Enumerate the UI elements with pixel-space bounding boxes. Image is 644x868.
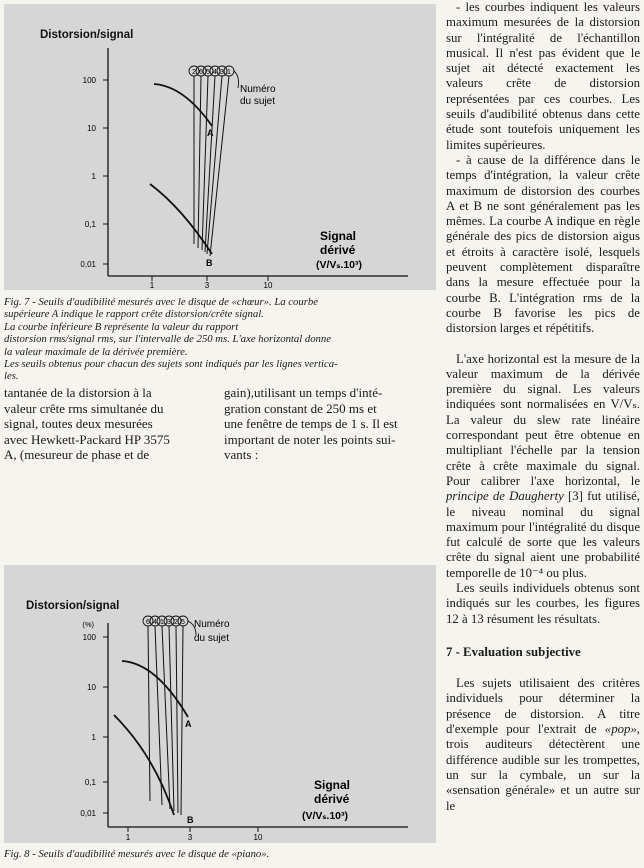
x-axis-title: Signal: [320, 229, 357, 243]
paragraph: Les sujets utilisaient des critères individuels pour déterminer la présence de distorsion. A titre d'exemple pour l'extrait de «pop», trois auditeurs détectèrent une différence audible sur les trompettes, un sur la cymbale, un sur la «sensation générale» et un autre sur le: [446, 676, 640, 813]
x-tick-label: 3: [187, 833, 193, 842]
paragraph: L'axe horizontal est la mesure de la valeur maximum de la dérivée première du signal. Les valeurs indiquées sont normalisées en V/Vₛ. La valeur du slew rate linéaire correspondant peut être obtenue en multipliant l'échelle par la tension crête à crête maximale du signal. Pour calibrer l'axe horizontal, le principe de Daugherty [3] fut utilisé, le niveau nominal du signal maximum pour l'intégralité du disque fut calculé de sorte que les valeurs crête du signal aient une probabilité temporelle de 10⁻⁴ ou plus.: [446, 351, 640, 580]
subject-label: du sujet: [194, 633, 230, 644]
y-tick-label: 0,1: [84, 778, 96, 787]
caption-line: Fig. 7 - Seuils d'audibilité mesurés avec le disque de «chœur». La courbe: [4, 296, 318, 308]
text-line: une fenêtre de temps de 1 s. Il est: [224, 416, 398, 432]
figure-7-chart: [4, 4, 436, 290]
curve-a: [122, 661, 188, 717]
subject-line: [181, 626, 183, 815]
subject-line: [169, 626, 174, 811]
y-tick-label: 0,01: [80, 260, 96, 269]
paragraph: Les seuils individuels obtenus sont indiqués sur les courbes, les figures 12 à 13 résument les résultats.: [446, 580, 640, 626]
x-tick-label: 1: [125, 833, 131, 842]
subject-number: 1: [227, 69, 231, 76]
y-axis-title: Distorsion/signal: [26, 600, 120, 612]
curve-a: [154, 84, 212, 126]
y-tick-label: 100: [82, 633, 96, 642]
caption-line: supérieure A indique le rapport crête distorsion/crête signal.: [4, 308, 264, 321]
y-tick-label: 0,1: [84, 220, 96, 229]
subject-number: 2: [192, 69, 196, 76]
subject-number: 4: [153, 619, 157, 626]
caption-line: Les seuils obtenus pour chacun des sujets sont indiqués par les lignes vertica-: [4, 358, 338, 371]
y-tick-label: 1: [91, 733, 96, 742]
subject-number: 1: [160, 619, 164, 626]
x-axis-title: dérivé: [320, 243, 356, 257]
subject-number: 5: [206, 69, 210, 76]
figure-7: [4, 4, 436, 290]
caption-line: les.: [4, 370, 19, 383]
y-tick-label: 0,01: [80, 809, 96, 818]
subject-number: 3: [167, 619, 171, 626]
subject-number: 3: [220, 69, 224, 76]
text-line: vants :: [224, 447, 259, 463]
subject-number: 5: [181, 619, 185, 626]
text-line: gration constant de 250 ms et: [224, 400, 377, 416]
figure-8-chart: [4, 565, 436, 843]
y-tick-label: 10: [87, 683, 96, 692]
text-line: important de noter les points sui-: [224, 431, 396, 447]
subject-number: 6: [199, 69, 203, 76]
subject-line: [176, 626, 178, 813]
subject-line: [162, 626, 170, 809]
subject-label: du sujet: [240, 96, 276, 107]
x-axis-units: (V/Vₛ.10³): [302, 810, 349, 822]
curve-b: [114, 715, 174, 815]
text-line: gain),utilisant un temps d'inté-: [224, 385, 383, 400]
subject-number: 2: [174, 619, 178, 626]
caption-line: la valeur maximale de la dérivée première.: [4, 345, 188, 358]
x-tick-label: 10: [253, 833, 263, 842]
curve-a-label: A: [185, 719, 192, 729]
y-axis-unit: (%): [82, 620, 94, 629]
body-text-column-1: [4, 385, 214, 463]
paragraph: - les courbes indiquent les valeurs maximum mesurées de la distorsion sur l'intégralité de l'échantillon musical. Il n'est pas évident que le sujet ait détecté exactement les valeurs crête de distorsion représentées par ces courbes. Les seuils d'audibilité obtenus dans cette étude sont toutefois uniquement les limites supérieures.: [446, 0, 640, 152]
subject-label-leader: [234, 71, 239, 88]
subject-line: [198, 76, 201, 248]
section-title: 7 - Evaluation subjective: [446, 644, 581, 659]
figure-7-caption: [4, 296, 438, 383]
x-axis-units: (V/Vₛ.10³): [316, 259, 363, 271]
paragraph: - à cause de la différence dans le temps d'intégration, la valeur crête maximum de distorsion des courbes A et B ne sont généralement pas les mêmes. La courbe A indique en règle générale des pics de distorsion aigus et étroits à caractère isolé, lesquels peuvent complètement disparaître dans la mesure effectuée pour la courbe B. L'intégration rms de la courbe B favorise les pics de distorsion larges et répétitifs.: [446, 152, 640, 336]
body-text-column-2: [224, 385, 436, 463]
text-line: tantanée de la distorsion à la: [4, 385, 152, 400]
text-line: signal, toutes deux mesurées: [4, 416, 153, 432]
x-tick-label: 1: [149, 281, 155, 290]
x-tick-label: 3: [204, 281, 210, 290]
subject-label: Numéro: [194, 619, 230, 630]
curve-a-label: A: [207, 128, 214, 138]
text-line: valeur crête rms simultanée du: [4, 400, 164, 416]
curve-b-label: B: [187, 815, 194, 825]
subject-number: 4: [213, 69, 217, 76]
x-tick-label: 10: [263, 281, 273, 290]
x-axis-title: Signal: [314, 778, 351, 792]
subject-label: Numéro: [240, 84, 276, 95]
y-axis-title: Distorsion/signal: [40, 29, 134, 41]
y-tick-label: 10: [87, 124, 96, 133]
x-axis-title: dérivé: [314, 792, 350, 806]
y-tick-label: 100: [82, 76, 96, 85]
right-text-column: [446, 0, 640, 814]
text-line: A, (mesureur de phase et de: [4, 447, 150, 463]
subject-line: [148, 626, 150, 801]
subject-number: 6: [146, 619, 150, 626]
text-line: avec Hewkett-Packard HP 3575: [4, 431, 170, 447]
figure-8-caption: Fig. 8 - Seuils d'audibilité mesurés avec le disque de «piano».: [4, 848, 270, 860]
caption-line: distorsion rms/signal rms, sur l'intervalle de 250 ms. L'axe horizontal donne: [4, 333, 331, 346]
subject-line: [202, 76, 208, 250]
y-tick-label: 1: [91, 172, 96, 181]
figure-8: [4, 565, 436, 843]
caption-line: La courbe inférieure B représente la valeur du rapport: [4, 320, 239, 333]
curve-b-label: B: [206, 258, 213, 268]
